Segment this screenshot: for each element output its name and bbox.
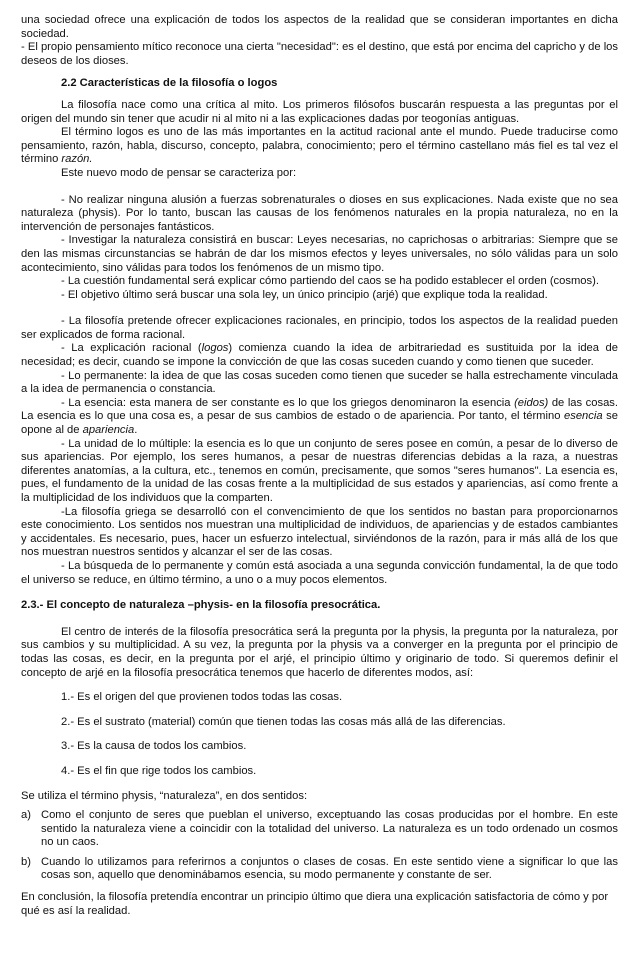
emphasis-text: apariencia (82, 424, 135, 437)
list-item: - Lo permanente: la idea de que las cosas suceden como tienen que suceder se halla estrechamente vinculada a la idea de permanencia o constancia. (21, 369, 618, 396)
lettered-item-text: Como el conjunto de seres que pueblan el universo, exceptuando las cosas producidas por el hombre. En este sentido la naturaleza viene a coincidir con la totalidad del universo. La naturaleza es un todo ordenado un cosmos no un caos. (41, 809, 618, 849)
paragraph-text: se opone al de (21, 410, 618, 437)
paragraph-text: . (134, 424, 138, 437)
section-heading: 2.3.- El concepto de naturaleza –physis- en la filosofía presocrática. (21, 599, 381, 612)
emphasis-text: esencia (564, 410, 603, 423)
intro-paragraph: - El propio pensamiento mítico reconoce una cierta "necesidad": es el destino, que está por encima del capricho y de los deseos de los dioses. (21, 41, 618, 67)
list-item: -La filosofía griega se desarrolló con el convencimiento de que los sentidos no bastan para proporcionarnos este conocimiento. Los sentidos nos muestran una multiplicidad de individuos, de apariencias y de estados cambiantes y accidentales. Es necesario, pues, hacer un esfuerzo intelectual, sirviéndonos de la razón, para ir más allá de los que nos muestran nuestros sentidos y alcanzar el ser de las cosas. (21, 505, 618, 559)
paragraph: La filosofía nace como una crítica al mito. Los primeros filósofos buscarán respuesta a las preguntas por el origen del mundo sin tener que acudir ni al mito ni a las explicaciones dadas por teogonías antiguas. (21, 98, 618, 125)
paragraph-text: El término logos es uno de las más importantes en la actitud racional ante el mundo. Puede traducirse como pensamiento, razón, habla, discurso, concepto, palabra, conocimiento; pero el término castellano más fiel es tal vez el término (21, 126, 618, 166)
list-item: - La cuestión fundamental será explicar cómo partiendo del caos se ha podido establecer el orden (cosmos). (61, 275, 599, 288)
paragraph-text: - La esencia: esta manera de ser constante es lo que los griegos denominaron la esencia (61, 396, 515, 409)
list-item: - La filosofía pretende ofrecer explicaciones racionales, en principio, todos los aspectos de la realidad pueden ser explicados de forma racional. (21, 315, 618, 341)
section-heading: 2.2 Características de la filosofía o logos (61, 77, 278, 90)
paragraph: Este nuevo modo de pensar se caracteriza por: (61, 166, 297, 179)
list-item (21, 397, 618, 438)
intro-paragraph: una sociedad ofrece una explicación de todos los aspectos de la realidad que se consideran importantes en dicha sociedad. (21, 14, 618, 40)
lettered-item-text: Cuando lo utilizamos para referirnos a conjuntos o clases de cosas. En este sentido viene a significar lo que las cosas son, aquello que denominábamos esencia, su modo permanente y constante de ser. (41, 855, 618, 882)
emphasis-text: razón. (61, 153, 93, 166)
paragraph: El centro de interés de la filosofía presocrática será la pregunta por la physis, la pregunta por la naturaleza, por sus cambios y su multiplicidad. A su vez, la pregunta por la physis va a converger en la pregunta por el principio de todas las cosas, es decir, en la pregunta por el arjé, el principio último y originario de todo. Si queremos definir el concepto de arjé en la filosofía presocrática tenemos que hacerlo de diferentes modos, así: (21, 625, 618, 679)
list-item: - La unidad de lo múltiple: la esencia es lo que un conjunto de seres posee en común, a pesar de lo diverso de sus apariencias. Por ejemplo, los seres humanos, a pesar de nuestras diferencias debidas a la raza, a nuestras diferentes anatomías, a la cultura, etc., tenemos en común, precisamente, que somos "seres humanos". La esencia es, pues, el fundamento de la unidad de las cosas frente a la multiplicidad de sus estados y apariencias, así como frente a la multiplicidad de los individuos que la comparten. (21, 437, 618, 504)
list-marker: b) (21, 855, 31, 868)
paragraph-text: ) comienza cuando la idea de arbitrariedad es sustituida por la idea de necesidad; es decir, cuando se impone la convicción de que las cosas suceden cuando y como tienen que suceder. (21, 342, 618, 369)
lettered-item (21, 856, 618, 883)
emphasis-text: logos (201, 342, 229, 355)
list-item: - Investigar la naturaleza consistirá en buscar: Leyes necesarias, no caprichosas o arbitrarias: Siempre que se den las mismas circunstancias se habrán de dar los mismos efectos y leyes universales, no sólo válidas para un solo acontecimiento, sino válidas para todos los fenómenos de un mismo tipo. (21, 234, 618, 274)
lettered-item (21, 809, 618, 850)
conclusion-paragraph: En conclusión, la filosofía pretendía encontrar un principio último que diera una explicación satisfactoria de cómo y por qué es así la realidad. (21, 891, 609, 917)
paragraph (21, 126, 618, 167)
paragraph-text: de las cosas. La esencia es lo que una cosa es, a pesar de sus cambios de estado o de apariencia. Por tanto, el término (21, 396, 619, 423)
list-item: - La búsqueda de lo permanente y común está asociada a una segunda convicción fundamental, la de que todo el universo se reduce, en último término, a uno o a muy pocos elementos. (21, 559, 618, 586)
paragraph-text: - La explicación racional ( (61, 342, 202, 355)
numbered-item: 1.- Es el origen del que provienen todos todas las cosas. (61, 691, 343, 704)
list-item (21, 342, 618, 369)
numbered-item: 2.- Es el sustrato (material) común que tienen todas las cosas más allá de las diferencias. (61, 715, 506, 728)
list-marker: a) (21, 809, 31, 822)
paragraph: Se utiliza el término physis, “naturaleza”, en dos sentidos: (21, 789, 308, 802)
list-item: - El objetivo último será buscar una sola ley, un único principio (arjé) que explique toda la realidad. (61, 288, 548, 301)
emphasis-text: (eidos) (514, 396, 549, 409)
numbered-item: 3.- Es la causa de todos los cambios. (61, 740, 247, 753)
numbered-item: 4.- Es el fin que rige todos los cambios. (61, 764, 257, 777)
list-item: - No realizar ninguna alusión a fuerzas sobrenaturales o dioses en sus explicaciones. Nada existe que no sea naturaleza (physis). Por lo tanto, buscan las causas de los fenómenos naturales en la propia naturaleza, no en la intervención de personajes fantásticos. (21, 193, 618, 233)
